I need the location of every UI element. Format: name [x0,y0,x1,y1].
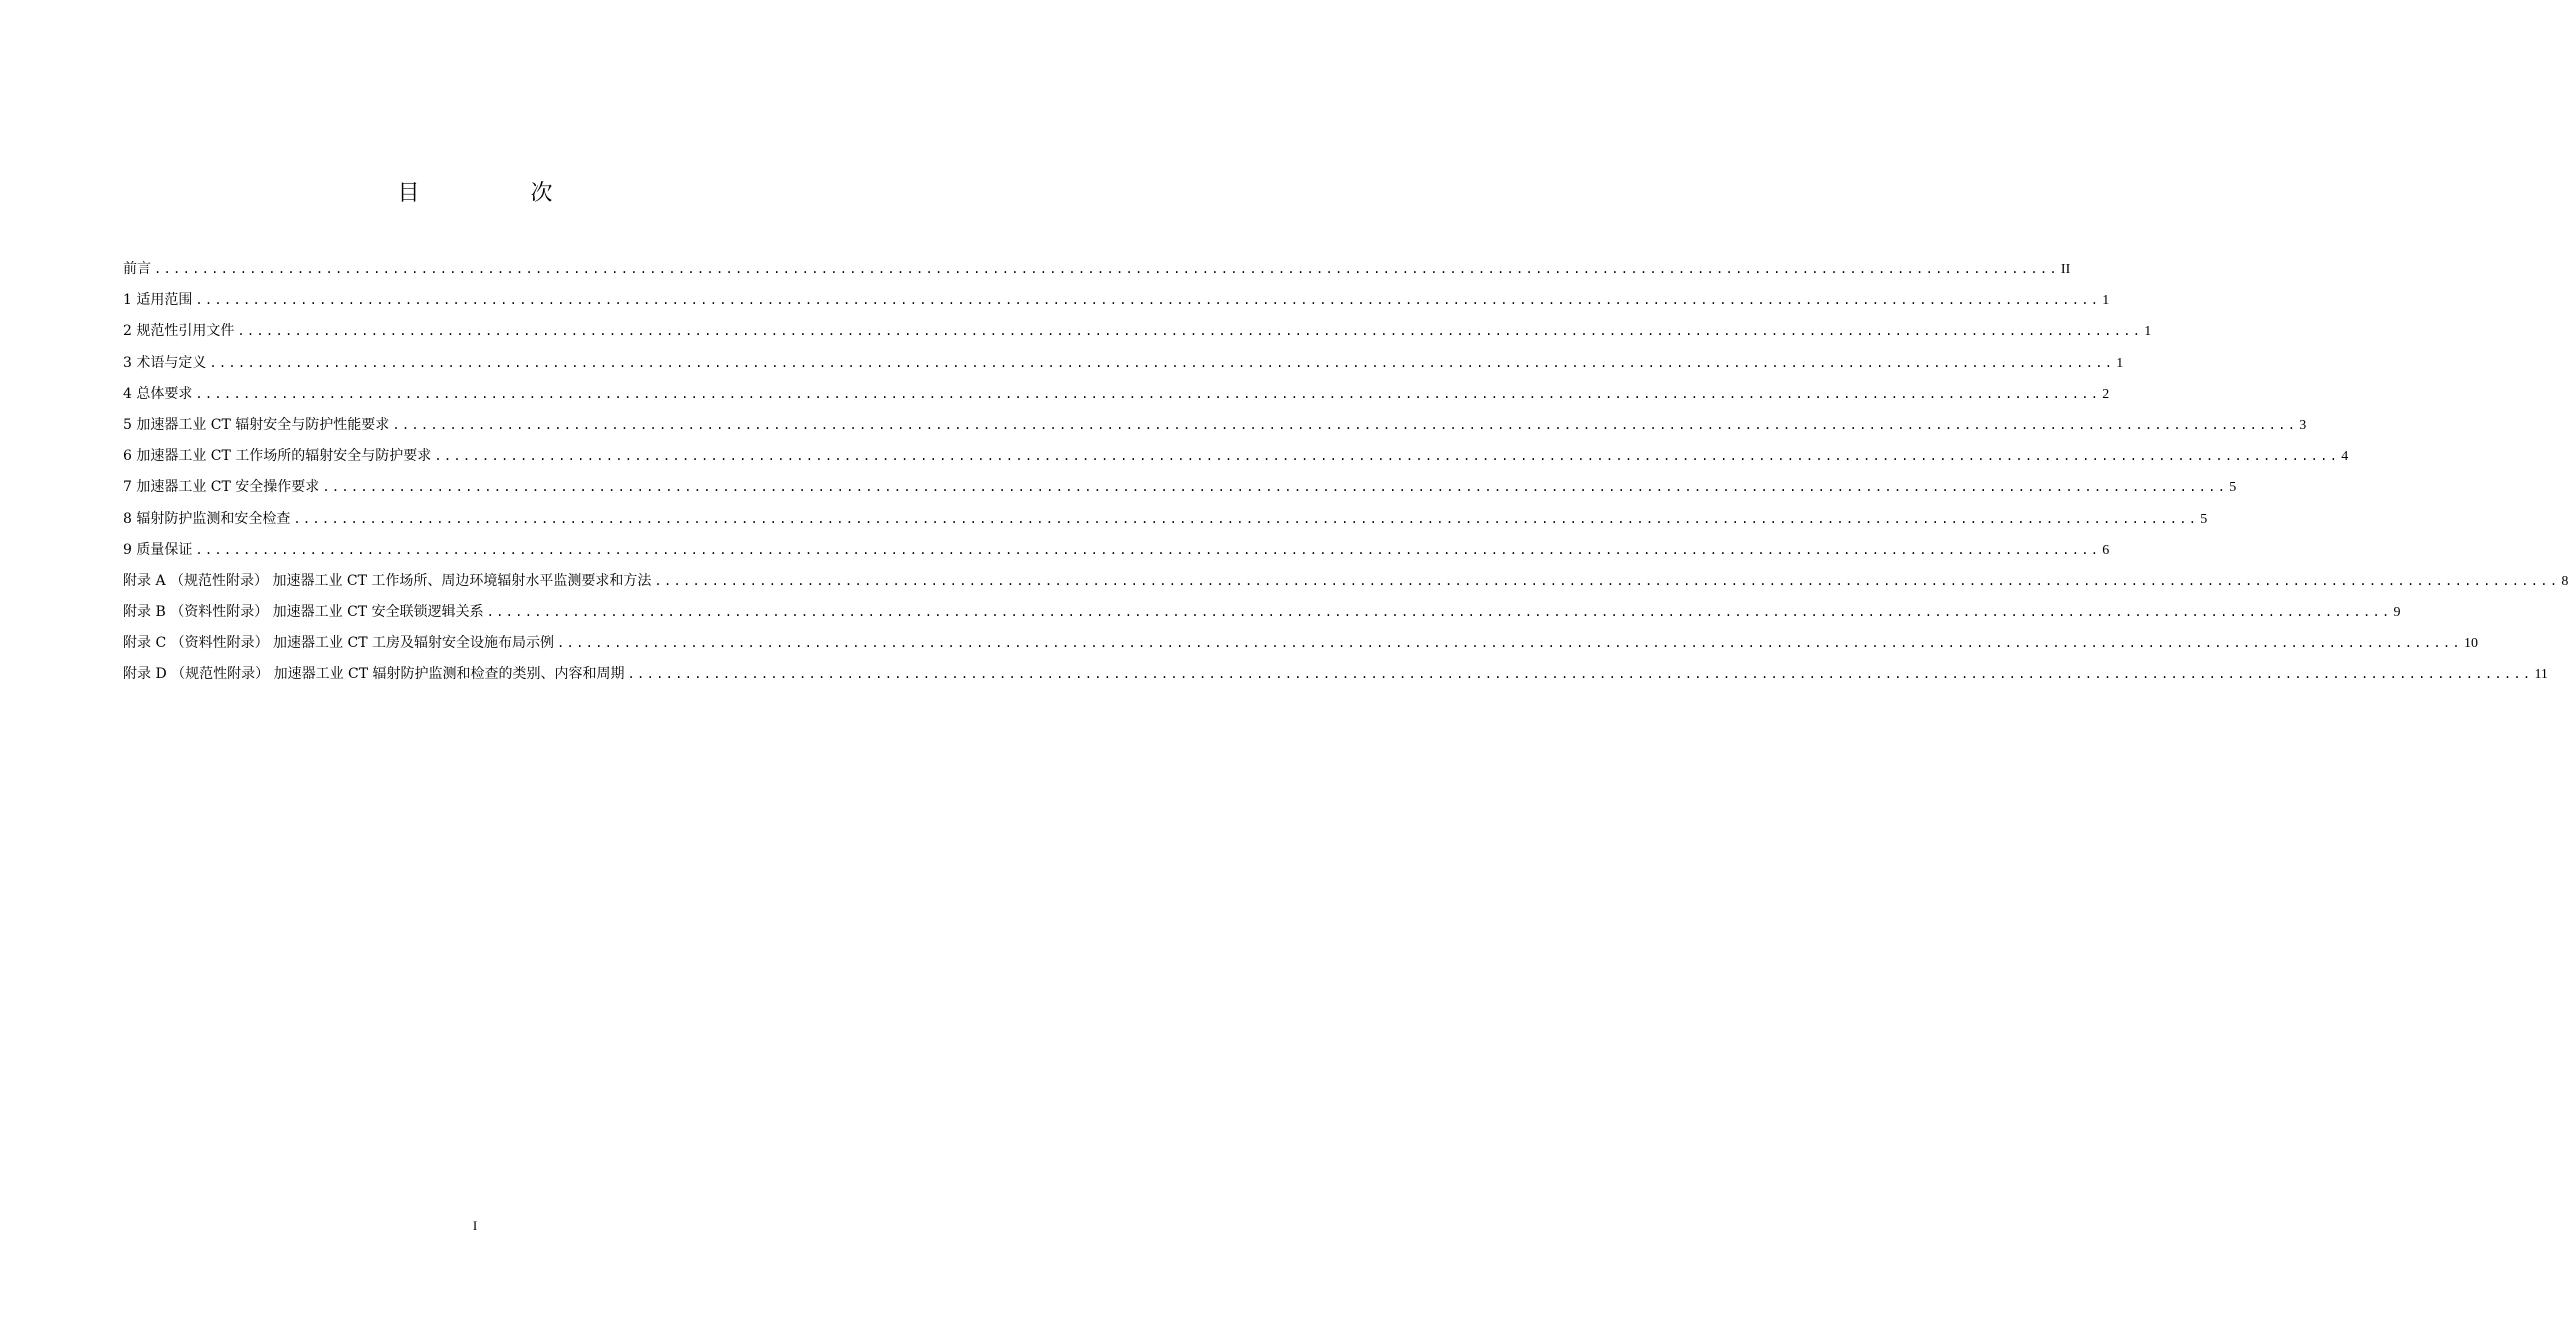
toc-entry-label: 7 加速器工业 CT 安全操作要求 [123,479,320,496]
toc-entry-label: 附录 C （资料性附录） 加速器工业 CT 工房及辐射安全设施布局示例 [123,635,555,652]
toc-entry-page: 1 [2144,324,2152,340]
toc-leader-dots: ........................................................................................................................................................................................................ [293,511,2199,526]
table-of-contents [123,254,2568,691]
toc-leader-dots: ........................................................................................................................................................................................................ [486,605,2392,620]
toc-leader-dots: ........................................................................................................................................................................................................ [209,355,2115,370]
toc-entry[interactable] [123,348,2124,379]
toc-leader-dots: ........................................................................................................................................................................................................ [195,542,2101,557]
toc-entry-page: 1 [2116,355,2124,371]
toc-entry-label: 4 总体要求 [123,385,193,402]
toc-entry-label: 前言 [123,261,151,277]
toc-entry[interactable] [123,410,2307,441]
toc-entry[interactable] [123,659,2548,690]
toc-entry[interactable] [123,379,2110,410]
toc-entry-page: 11 [2534,667,2548,683]
toc-entry-label: 1 适用范围 [123,292,193,309]
toc-entry[interactable] [123,535,2110,566]
toc-leader-dots: ........................................................................................................................................................................................................ [392,417,2298,432]
toc-entry-label: 3 术语与定义 [123,354,207,371]
toc-entry-label: 5 加速器工业 CT 辐射安全与防护性能要求 [123,416,390,433]
toc-entry-label: 附录 D （规范性附录） 加速器工业 CT 辐射防护监测和检查的类别、内容和周期 [123,666,625,683]
toc-entry[interactable] [123,316,2152,347]
toc-entry-page: 6 [2102,542,2110,558]
toc-entry-page: 1 [2102,293,2110,309]
toc-leader-dots: ........................................................................................................................................................................................................ [434,449,2340,464]
toc-entry-page: 5 [2200,511,2208,527]
toc-entry[interactable] [123,597,2401,628]
toc-entry-page: 3 [2299,417,2307,433]
toc-leader-dots: ........................................................................................................................................................................................................ [557,636,2462,651]
toc-leader-dots: ........................................................................................................................................................................................................ [654,573,2560,588]
toc-entry[interactable] [123,285,2110,316]
toc-entry-page: 2 [2102,386,2110,402]
toc-entry[interactable] [123,254,2071,285]
toc-entry-label: 附录 B （资料性附录） 加速器工业 CT 安全联锁逻辑关系 [123,604,484,621]
toc-entry-page: II [2060,262,2071,277]
toc-leader-dots: ........................................................................................................................................................................................................ [195,386,2101,401]
toc-entry[interactable] [123,472,2237,503]
toc-leader-dots: ........................................................................................................................................................................................................ [195,293,2101,308]
toc-leader-dots: ........................................................................................................................................................................................................ [627,667,2533,682]
toc-entry-page: 4 [2341,449,2349,465]
toc-entry[interactable] [123,566,2568,597]
toc-leader-dots: ........................................................................................................................................................................................................ [322,480,2228,495]
toc-entry-page: 9 [2393,605,2401,621]
toc-entry[interactable] [123,628,2478,659]
toc-leader-dots: ........................................................................................................................................................................................................ [237,324,2143,339]
page-number: I [472,1218,478,1233]
toc-entry-page: 5 [2229,480,2237,496]
toc-entry-label: 6 加速器工业 CT 工作场所的辐射安全与防护要求 [123,448,432,465]
toc-entry[interactable] [123,441,2349,472]
toc-entry[interactable] [123,504,2208,535]
toc-entry-page: 10 [2463,636,2478,652]
toc-entry-label: 附录 A （规范性附录） 加速器工业 CT 工作场所、周边环境辐射水平监测要求和方法 [123,572,652,589]
toc-entry-page: 8 [2561,573,2568,589]
toc-leader-dots: ........................................................................................................................................................................................................ [154,262,2059,276]
toc-title: 目 次 [397,181,605,206]
toc-entry-label: 8 辐射防护监测和安全检查 [123,510,291,527]
toc-entry-label: 9 质量保证 [123,541,193,558]
toc-entry-label: 2 规范性引用文件 [123,323,235,340]
